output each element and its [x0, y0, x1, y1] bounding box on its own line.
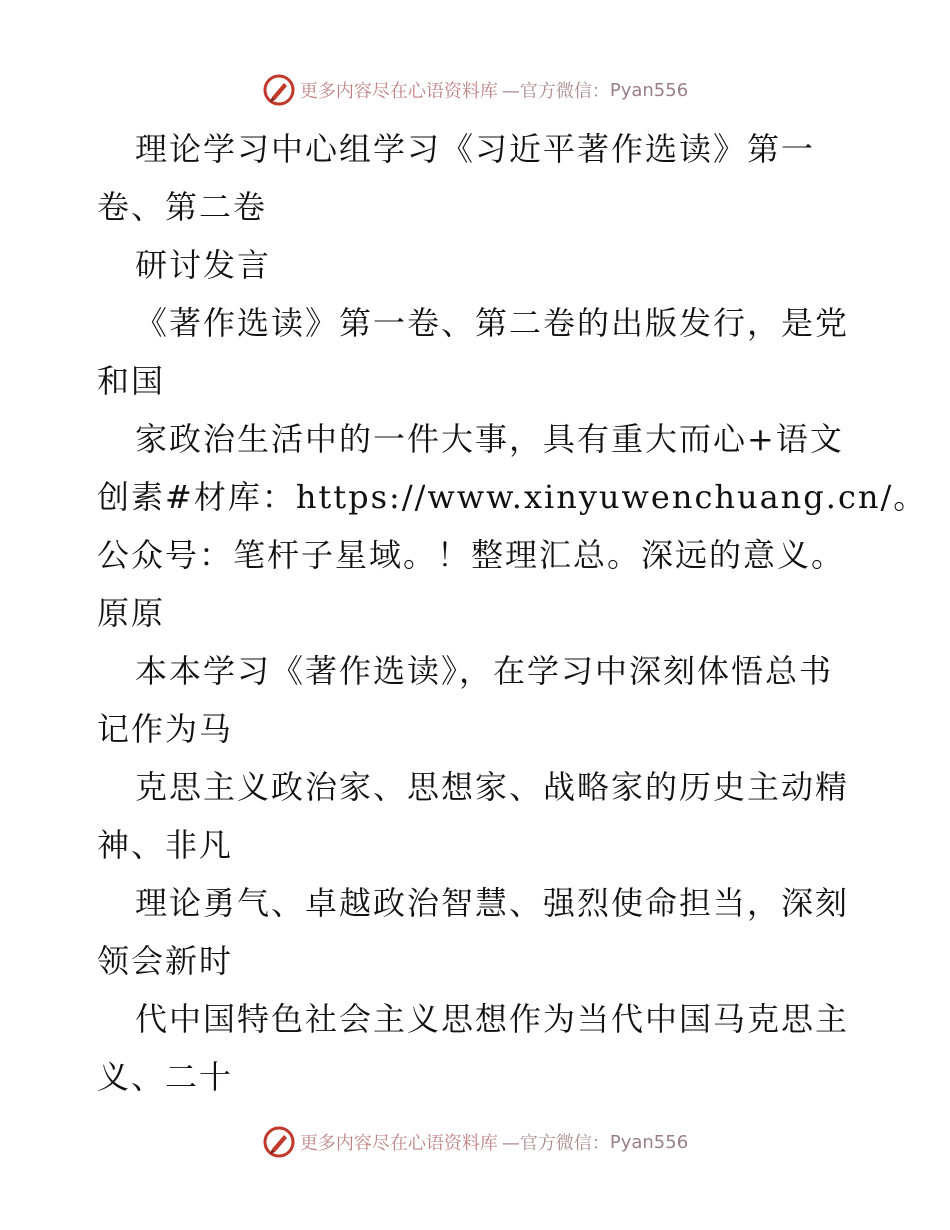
pen-logo-icon: [262, 73, 296, 107]
document-body: [97, 120, 928, 1106]
text-line: 神、非凡: [97, 826, 234, 864]
watermark-main-text: 更多内容尽在心语资料库: [299, 81, 498, 102]
text-line: 理论勇气、卓越政治智慧、强烈使命担当，深刻: [135, 884, 850, 922]
text-line: 领会新时: [97, 942, 234, 980]
watermark-id-text: Pyan556: [609, 1131, 689, 1153]
watermark-main-text: 更多内容尽在心语资料库: [299, 1133, 498, 1154]
text-line: 公众号：笔杆子星域。！整理汇总。深远的意义。: [97, 536, 846, 574]
text-line: 克思主义政治家、思想家、战略家的历史主动精: [135, 768, 850, 806]
watermark-separator-text: —官方微信：: [501, 1133, 610, 1154]
text-line: 代中国特色社会主义思想作为当代中国马克思主: [135, 1000, 850, 1038]
text-line: 记作为马: [97, 710, 234, 748]
text-line: 卷、第二卷: [97, 188, 268, 226]
header-watermark: [0, 70, 950, 110]
text-line: 家政治生活中的一件大事，具有重大而心+语文: [135, 420, 844, 458]
watermark-separator-text: —官方微信：: [501, 81, 610, 102]
pen-logo-icon: [262, 1125, 296, 1159]
text-line: 本本学习《著作选读》，在学习中深刻体悟总书: [135, 652, 834, 690]
text-line: 和国: [97, 362, 166, 400]
text-line: 义、二十: [97, 1058, 234, 1096]
text-line: 研讨发言: [135, 246, 272, 284]
watermark-id-text: Pyan556: [609, 79, 689, 101]
text-line: 原原: [97, 594, 166, 632]
text-line: 理论学习中心组学习《习近平著作选读》第一: [135, 130, 816, 168]
text-line: 《著作选读》第一卷、第二卷的出版发行，是党: [135, 304, 850, 342]
text-line: 创素#材库：https://www.xinyuwenchuang.cn/。: [97, 478, 928, 516]
footer-watermark: [0, 1122, 950, 1162]
